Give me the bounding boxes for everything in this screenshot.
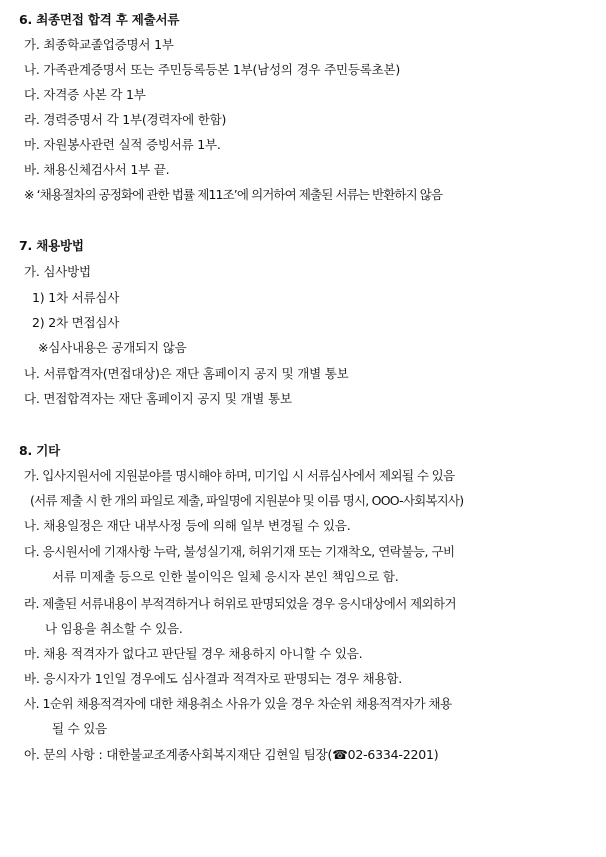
section-8-item: 바. 응시자가 1인일 경우에도 심사결과 적격자로 판명되는 경우 채용함. xyxy=(24,671,402,686)
section-6-item: 라. 경력증명서 각 1부(경력자에 한함) xyxy=(24,112,227,127)
section-8-item: 다. 응시원서에 기재사항 누락, 불성실기재, 허위기재 또는 기재착오, 연락불능, 구비 xyxy=(24,544,455,559)
section-8-item: 사. 1순위 채용적격자에 대한 채용취소 사유가 있을 경우 차순위 채용적격자가 채용 xyxy=(24,696,452,711)
section-8-item-continued: 서류 미제출 등으로 인한 불이익은 일체 응시자 본인 책임으로 함. xyxy=(52,569,399,584)
section-6-item: 가. 최종학교졸업증명서 1부 xyxy=(24,37,174,52)
section-7-note: ※심사내용은 공개되지 않음 xyxy=(38,340,187,355)
section-8-item: 나. 채용일정은 재단 내부사정 등에 의해 일부 변경될 수 있음. xyxy=(24,518,351,533)
section-6-note: ※ ‘채용절차의 공정화에 관한 법률 제11조’에 의거하여 제출된 서류는 반환하지 않음 xyxy=(24,187,443,202)
section-7-title: 7. 채용방법 xyxy=(19,238,84,253)
section-8-item: 가. 입사지원서에 지원분야를 명시해야 하며, 미기입 시 서류심사에서 제외될 수 있음 xyxy=(24,468,455,483)
section-6-item: 다. 자격증 사본 각 1부 xyxy=(24,87,146,102)
section-8-item-continued: 될 수 있음 xyxy=(52,721,108,736)
section-7-item: 가. 심사방법 xyxy=(24,264,91,279)
section-7-subitem: 2) 2차 면접심사 xyxy=(32,315,120,330)
section-7-subitem: 1) 1차 서류심사 xyxy=(32,290,120,305)
section-8-item: 마. 채용 적격자가 없다고 판단될 경우 채용하지 아니할 수 있음. xyxy=(24,646,363,661)
section-6-item: 나. 가족관계증명서 또는 주민등록등본 1부(남성의 경우 주민등록초본) xyxy=(24,62,401,77)
section-6-title: 6. 최종면접 합격 후 제출서류 xyxy=(19,12,180,27)
section-8-item-continued: 나 임용을 취소할 수 있음. xyxy=(45,621,183,636)
section-8-contact: 아. 문의 사항 : 대한불교조계종사회복지재단 김현일 팀장(☎02-6334-2201) xyxy=(24,747,439,762)
section-8-title: 8. 기타 xyxy=(19,443,60,458)
section-6-item: 마. 자원봉사관련 실적 증빙서류 1부. xyxy=(24,137,221,152)
section-7-item: 다. 면접합격자는 재단 홈페이지 공지 및 개별 통보 xyxy=(24,391,292,406)
section-6-item: 바. 채용신체검사서 1부 끝. xyxy=(24,162,170,177)
section-8-item: 라. 제출된 서류내용이 부적격하거나 허위로 판명되었을 경우 응시대상에서 제외하거 xyxy=(24,596,456,611)
section-7-item: 나. 서류합격자(면접대상)은 재단 홈페이지 공지 및 개별 통보 xyxy=(24,366,349,381)
section-8-item-continued: (서류 제출 시 한 개의 파일로 제출, 파일명에 지원분야 및 이름 명시, OOO-사회복지사) xyxy=(30,493,464,508)
